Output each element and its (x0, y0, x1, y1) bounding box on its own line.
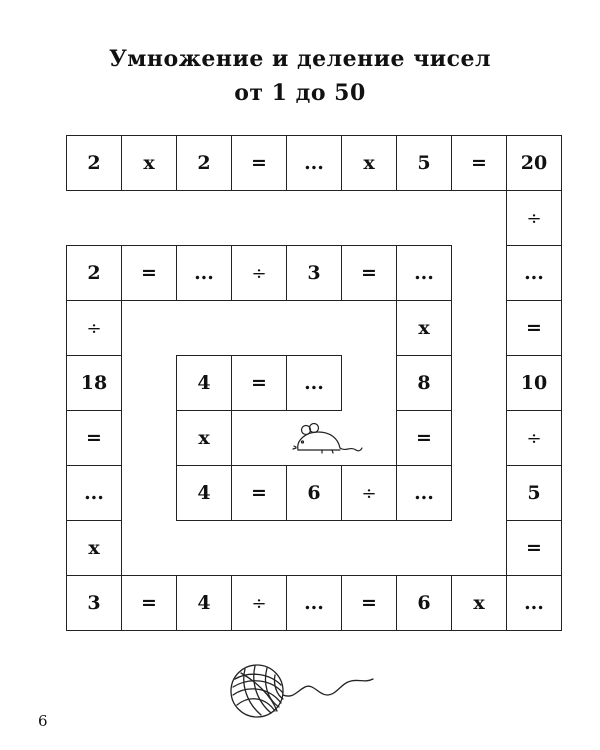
puzzle-cell: ÷ (341, 465, 397, 521)
puzzle-cell: 4 (176, 575, 232, 631)
puzzle-cell: x (451, 575, 507, 631)
puzzle-cell: = (341, 245, 397, 301)
puzzle-cell: x (341, 135, 397, 191)
puzzle-cell: = (231, 465, 287, 521)
puzzle-cell: ... (286, 355, 342, 411)
puzzle-cell: 4 (176, 355, 232, 411)
puzzle-cell: = (121, 575, 177, 631)
puzzle-cell: ... (396, 245, 452, 301)
puzzle-cell: x (176, 410, 232, 466)
puzzle-cell: = (66, 410, 122, 466)
puzzle-cell: 3 (286, 245, 342, 301)
mouse-icon (292, 420, 364, 458)
puzzle-cell: 5 (506, 465, 562, 521)
puzzle-cell: x (121, 135, 177, 191)
puzzle-cell: 4 (176, 465, 232, 521)
puzzle-cell: ... (286, 575, 342, 631)
puzzle-cell: = (506, 300, 562, 356)
page-title (0, 42, 600, 110)
puzzle-cell: 8 (396, 355, 452, 411)
spiral-puzzle-board (66, 135, 560, 629)
puzzle-cell: = (451, 135, 507, 191)
puzzle-cell: 18 (66, 355, 122, 411)
puzzle-cell: 10 (506, 355, 562, 411)
puzzle-cell: ... (176, 245, 232, 301)
yarn-ball-icon (225, 655, 385, 725)
puzzle-cell: 6 (286, 465, 342, 521)
puzzle-cell: ... (396, 465, 452, 521)
puzzle-cell: 5 (396, 135, 452, 191)
title-line-2: от 1 до 50 (234, 80, 366, 106)
puzzle-cell: = (231, 135, 287, 191)
puzzle-cell: 3 (66, 575, 122, 631)
puzzle-cell: ... (506, 245, 562, 301)
puzzle-cell: x (66, 520, 122, 576)
puzzle-cell: ÷ (66, 300, 122, 356)
puzzle-cell: ... (286, 135, 342, 191)
puzzle-cell: ÷ (506, 410, 562, 466)
title-line-1: Умножение и деление чисел (108, 46, 492, 72)
puzzle-cell: ... (506, 575, 562, 631)
puzzle-cell: = (121, 245, 177, 301)
puzzle-cell: = (396, 410, 452, 466)
page-number: 6 (38, 712, 48, 730)
puzzle-cell: ÷ (231, 575, 287, 631)
puzzle-cell: ... (66, 465, 122, 521)
puzzle-cell: 2 (66, 245, 122, 301)
puzzle-cell: 2 (66, 135, 122, 191)
puzzle-cell: 6 (396, 575, 452, 631)
puzzle-cell: = (341, 575, 397, 631)
puzzle-cell: x (396, 300, 452, 356)
puzzle-cell: 20 (506, 135, 562, 191)
puzzle-cell: ÷ (231, 245, 287, 301)
puzzle-cell: = (506, 520, 562, 576)
puzzle-cell: ÷ (506, 190, 562, 246)
puzzle-cell: = (231, 355, 287, 411)
puzzle-cell: 2 (176, 135, 232, 191)
